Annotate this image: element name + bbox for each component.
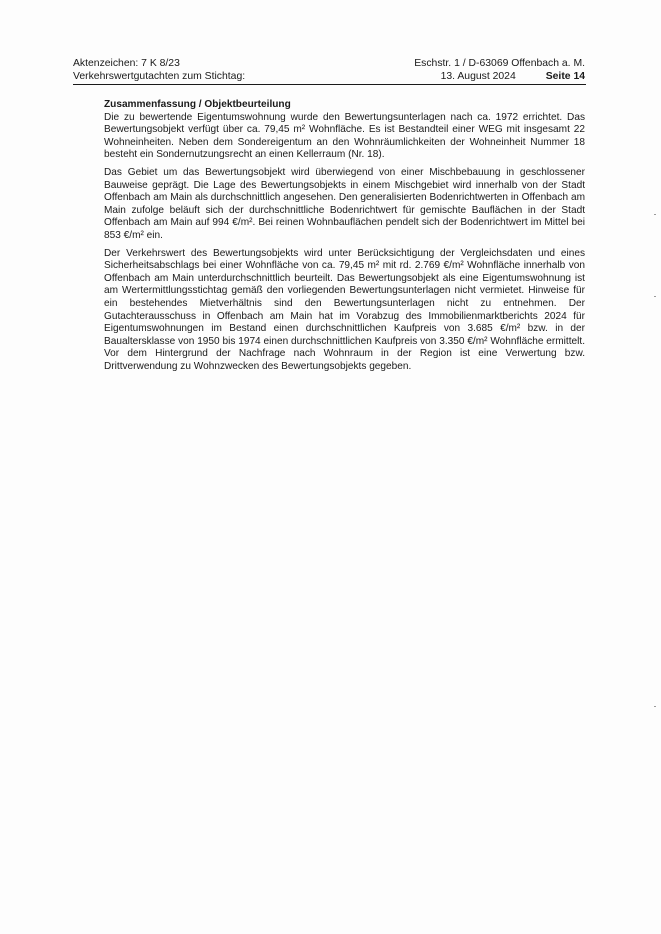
- summary-section: [104, 99, 585, 378]
- office-address: Eschstr. 1 / D-63069 Offenbach a. M.: [414, 58, 585, 69]
- paragraph-valuation: Der Verkehrswert des Bewertungsobjekts wird unter Berücksichtigung der Vergleichsdaten und eines Sicherheitsabschlags bei einer Wohnfläche von ca. 79,45 m² mit rd. 2.769 €/m² Wohnfläche innerhalb von Offenbach am Main unterdurchschnittlich beurteilt. Das Bewertungsobjekt als eine Eigentumswohnung ist am Wertermittlungsstichtag gemäß den vorliegenden Bewertungsunterlagen nicht vermietet. Hinweise für ein bestehendes Mietverhältnis sind den Bewertungsunterlagen nicht zu entnehmen. Der Gutachterausschuss in Offenbach am Main hat im Vorabzug des Immobilienmarktberichts 2024 für Eigentumswohnungen im Bestand einen durchschnittlichen Kaufpreis von 3.685 €/m² bzw. in der Baualtersklasse von 1950 bis 1974 einen durchschnittlichen Kaufpreis von 3.350 €/m² Wohnfläche ermittelt. Vor dem Hintergrund der Nachfrage nach Wohnraum in der Region ist eine Verwertung bzw. Drittverwendung zu Wohnzwecken des Bewertungsobjekts gegeben.: [104, 247, 585, 372]
- header-row-1: [73, 57, 585, 70]
- header-rule: [73, 84, 586, 85]
- scan-mark: [654, 296, 656, 297]
- section-heading: Zusammenfassung / Objektbeurteilung: [104, 99, 291, 110]
- page-header: [73, 57, 585, 83]
- report-date: 13. August 2024: [440, 71, 516, 82]
- paragraph-location: Das Gebiet um das Bewertungsobjekt wird überwiegend von einer Mischbebauung in geschlossener Bauweise geprägt. Die Lage des Bewertungsobjekts in einem Mischgebiet wird innerhalb von der Stadt Offenbach am Main als durchschnittlich angesehen. Den generalisierten Bodenrichtwerten in Offenbach am Main zufolge beläuft sich der durchschnittliche Bodenrichtwert für gemischte Bauflächen in der Stadt Offenbach am Main auf 994 €/m². Bei reinen Wohnbauflächen pendelt sich der Bodenrichtwert im Mittel bei 853 €/m² ein.: [104, 166, 585, 241]
- scan-mark: [654, 214, 656, 215]
- file-reference: Aktenzeichen: 7 K 8/23: [73, 58, 180, 69]
- scan-mark: [654, 706, 656, 707]
- report-subject: Verkehrswertgutachten zum Stichtag:: [73, 71, 246, 82]
- page-number: Seite 14: [545, 71, 585, 82]
- paragraph-building: Die zu bewertende Eigentumswohnung wurde den Bewertungsunterlagen nach ca. 1972 errichtet. Das Bewertungsobjekt verfügt über ca. 79,45 m² Wohnfläche. Es ist Bestandteil einer WEG mit insgesamt 22 Wohneinheiten. Neben dem Sondereigentum an den Wohnräumlichkeiten der Wohneinheit Nummer 18 besteht ein Sondernutzungsrecht an einen Kellerraum (Nr. 18).: [104, 111, 585, 161]
- header-right: [441, 70, 585, 83]
- header-row-2: [73, 70, 585, 83]
